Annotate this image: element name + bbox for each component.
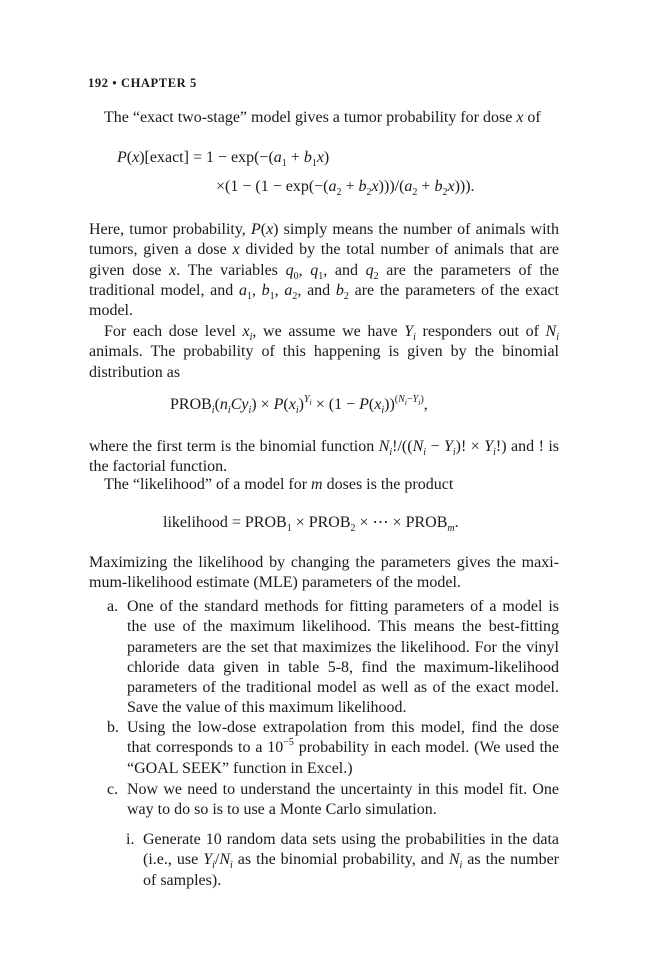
list-item-b <box>107 718 559 779</box>
list-marker: a. <box>107 598 119 615</box>
list-item-text: Generate 10 random data sets using the probabilities in the data (i.e., use $Y_i/N_i$ as the binomial probability, and $N_i$ as the number of samples). <box>143 831 560 889</box>
paragraph-binomial: For each dose level $x_i$, we assume we have $Y_i$ responders out of $N_i$ animals. The probability of this happening is given by the binomial distribution as <box>89 323 559 381</box>
binomial-probability-equation: $PROB_i(n_iCy_i) \times P(x_i)^{Y_i} \times (1 - P(x_i))^{(N_i-Y_i)}$, <box>170 394 428 416</box>
list-item-text: Using the low-dose extrapolation from this model, find the dose that corresponds to a $10^{-5}$ probability in each model. (We used the “GOAL SEEK” function in Excel.) <box>127 719 559 777</box>
list-item-c <box>107 780 559 821</box>
exact-model-equation-line-2: $\times(1 - (1 - \exp(-(a_2 + b_2x)))/(a_2 + b_2x))$). <box>216 178 475 198</box>
paragraph-factorial: where the first term is the binomial function $N_i!/((N_i - Y_i)$! × $Y_i$!) and ! is the factorial function. <box>89 438 560 476</box>
list-item-i <box>126 830 559 891</box>
paragraph-likelihood-intro: The “likelihood” of a model for m doses is the product <box>104 476 454 493</box>
list-item-text: One of the standard methods for fitting parameters of a model is the use of the maximum likelihood. This means the best-fitting parameters are the set that maximizes the likelihood. For the vinyl chloride data given in table 5-8, find the maximum-likelihood parameters of the traditional model as well as of the exact model. Save the value of this maximum likelihood. <box>127 598 559 717</box>
list-item-a <box>107 597 559 719</box>
paragraph-tumor-probability: Here, tumor probability, P(x) simply means the number of animals with tumors, given a dose x divided by the total number of animals that are given dose x. The variables $q_0$, $q_1$, and $q_2$ are the parameters of the traditional model, and $a_1$, $b_1$, $a_2$, and $b_2$ are the parameters of the exact model. <box>89 221 560 320</box>
exact-model-equation-line-1: P(x)[exact] = $1 - \exp(-(a_1 + b_1x)$ <box>117 149 330 169</box>
list-marker: c. <box>107 781 119 798</box>
likelihood-equation: likelihood = $PROB_1$ × $PROB_2$ × ⋯ × $PROB_m$. <box>163 514 459 534</box>
list-marker: b. <box>107 719 119 736</box>
list-item-text: Now we need to understand the uncertainty in this model fit. One way to do so is to use a Monte Carlo simulation. <box>127 781 559 819</box>
paragraph-mle: Maximizing the likelihood by changing the parameters gives the maximum-likelihood estimate (MLE) parameters of the model. <box>89 554 559 592</box>
list-marker: i. <box>126 831 135 848</box>
intro-sentence: The “exact two-stage” model gives a tumor probability for dose x of <box>104 109 541 126</box>
running-header: 192 • CHAPTER 5 <box>88 76 197 90</box>
